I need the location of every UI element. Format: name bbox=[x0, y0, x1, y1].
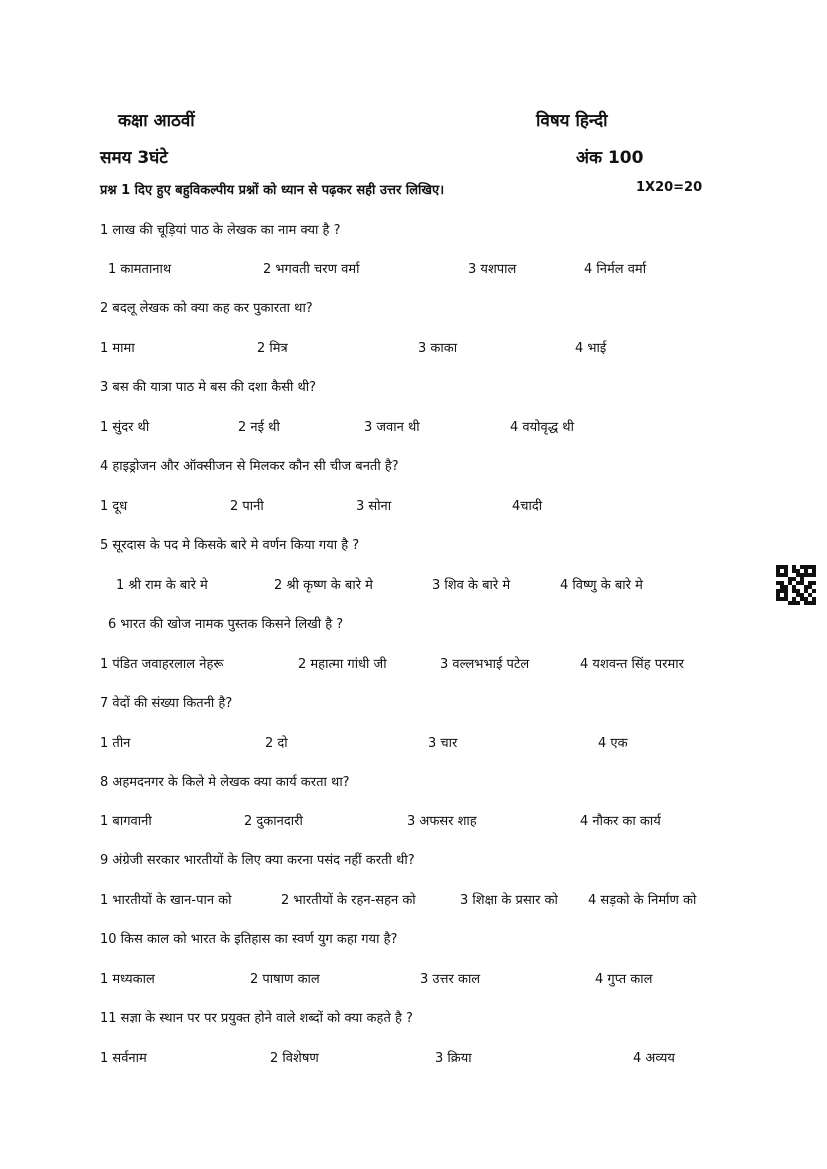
class-label: कक्षा आठवीं bbox=[118, 111, 195, 131]
q11-option-2: 2 विशेषण bbox=[270, 1051, 319, 1066]
question-7: 7 वेदों की संख्या कितनी है? bbox=[100, 696, 233, 711]
q9-option-4: 4 सड़को के निर्माण को bbox=[588, 893, 697, 908]
q7-option-2: 2 दो bbox=[265, 736, 288, 751]
question-9: 9 अंग्रेजी सरकार भारतीयों के लिए क्या करना पसंद नहीं करती थी? bbox=[100, 853, 415, 868]
q3-option-1: 1 सुंदर थी bbox=[100, 420, 150, 435]
q9-option-2: 2 भारतीयों के रहन-सहन को bbox=[281, 893, 416, 908]
q9-option-3: 3 शिक्षा के प्रसार को bbox=[460, 893, 558, 908]
question-4: 4 हाइड्रोजन और ऑक्सीजन से मिलकर कौन सी चीज बनती है? bbox=[100, 459, 399, 474]
q6-option-4: 4 यशवन्त सिंह परमार bbox=[580, 657, 684, 672]
q4-option-2: 2 पानी bbox=[230, 499, 264, 514]
q7-option-1: 1 तीन bbox=[100, 736, 131, 751]
q11-option-3: 3 क्रिया bbox=[435, 1051, 472, 1066]
q2-option-2: 2 मित्र bbox=[257, 341, 288, 356]
question-1: 1 लाख की चूड़ियां पाठ के लेखक का नाम क्या है ? bbox=[100, 223, 341, 238]
question-8: 8 अहमदनगर के किले मे लेखक क्या कार्य करता था? bbox=[100, 775, 350, 790]
q8-option-2: 2 दुकानदारी bbox=[244, 814, 303, 829]
q1-option-3: 3 यशपाल bbox=[468, 262, 517, 277]
q10-option-2: 2 पाषाण काल bbox=[250, 972, 320, 987]
q8-option-3: 3 अफसर शाह bbox=[407, 814, 477, 829]
q1-option-4: 4 निर्मल वर्मा bbox=[584, 262, 647, 277]
instruction-text: प्रश्न 1 दिए हुए बहुविकल्पीय प्रश्नों को ध्यान से पढ़कर सही उत्तर लिखिए। bbox=[100, 183, 445, 198]
q7-option-4: 4 एक bbox=[598, 736, 628, 751]
q3-option-3: 3 जवान थी bbox=[364, 420, 420, 435]
q8-option-1: 1 बागवानी bbox=[100, 814, 152, 829]
time-label: समय 3घंटे bbox=[100, 148, 168, 168]
q2-option-4: 4 भाई bbox=[575, 341, 607, 356]
question-5: 5 सूरदास के पद मे किसके बारे मे वर्णन किया गया है ? bbox=[100, 538, 360, 553]
q5-option-3: 3 शिव के बारे मे bbox=[432, 578, 511, 593]
q4-option-3: 3 सोना bbox=[356, 499, 392, 514]
q9-option-1: 1 भारतीयों के खान-पान को bbox=[100, 893, 232, 908]
q8-option-4: 4 नौकर का कार्य bbox=[580, 814, 661, 829]
q10-option-1: 1 मध्यकाल bbox=[100, 972, 155, 987]
q4-option-4: 4चादी bbox=[512, 499, 543, 514]
q1-option-1: 1 कामतानाथ bbox=[108, 262, 172, 277]
q5-option-4: 4 विष्णु के बारे मे bbox=[560, 578, 643, 593]
qr-code-icon bbox=[776, 565, 816, 605]
q6-option-2: 2 महात्मा गांधी जी bbox=[298, 657, 387, 672]
question-3: 3 बस की यात्रा पाठ मे बस की दशा कैसी थी? bbox=[100, 380, 317, 395]
q10-option-3: 3 उत्तर काल bbox=[420, 972, 481, 987]
question-11: 11 सज्ञा के स्थान पर पर प्रयुक्त होने वाले शब्दों को क्या कहते है ? bbox=[100, 1011, 413, 1026]
q11-option-4: 4 अव्यय bbox=[633, 1051, 675, 1066]
q5-option-2: 2 श्री कृष्ण के बारे मे bbox=[274, 578, 373, 593]
q3-option-2: 2 नई थी bbox=[238, 420, 280, 435]
q3-option-4: 4 वयोवृद्ध थी bbox=[510, 420, 574, 435]
question-2: 2 बदलू लेखक को क्या कह कर पुकारता था? bbox=[100, 301, 313, 316]
q11-option-1: 1 सर्वनाम bbox=[100, 1051, 147, 1066]
q1-option-2: 2 भगवती चरण वर्मा bbox=[263, 262, 360, 277]
q7-option-3: 3 चार bbox=[428, 736, 458, 751]
q10-option-4: 4 गुप्त काल bbox=[595, 972, 653, 987]
q4-option-1: 1 दूध bbox=[100, 499, 128, 514]
instruction-marks: 1X20=20 bbox=[636, 180, 703, 195]
q5-option-1: 1 श्री राम के बारे मे bbox=[116, 578, 208, 593]
q2-option-1: 1 मामा bbox=[100, 341, 135, 356]
q6-option-3: 3 वल्लभभाई पटेल bbox=[440, 657, 530, 672]
marks-label: अंक 100 bbox=[576, 148, 644, 168]
q6-option-1: 1 पंडित जवाहरलाल नेहरू bbox=[100, 657, 224, 672]
question-10: 10 किस काल को भारत के इतिहास का स्वर्ण युग कहा गया है? bbox=[100, 932, 398, 947]
subject-label: विषय हिन्दी bbox=[536, 111, 608, 131]
q2-option-3: 3 काका bbox=[418, 341, 458, 356]
question-6: 6 भारत की खोज नामक पुस्तक किसने लिखी है ? bbox=[108, 617, 344, 632]
